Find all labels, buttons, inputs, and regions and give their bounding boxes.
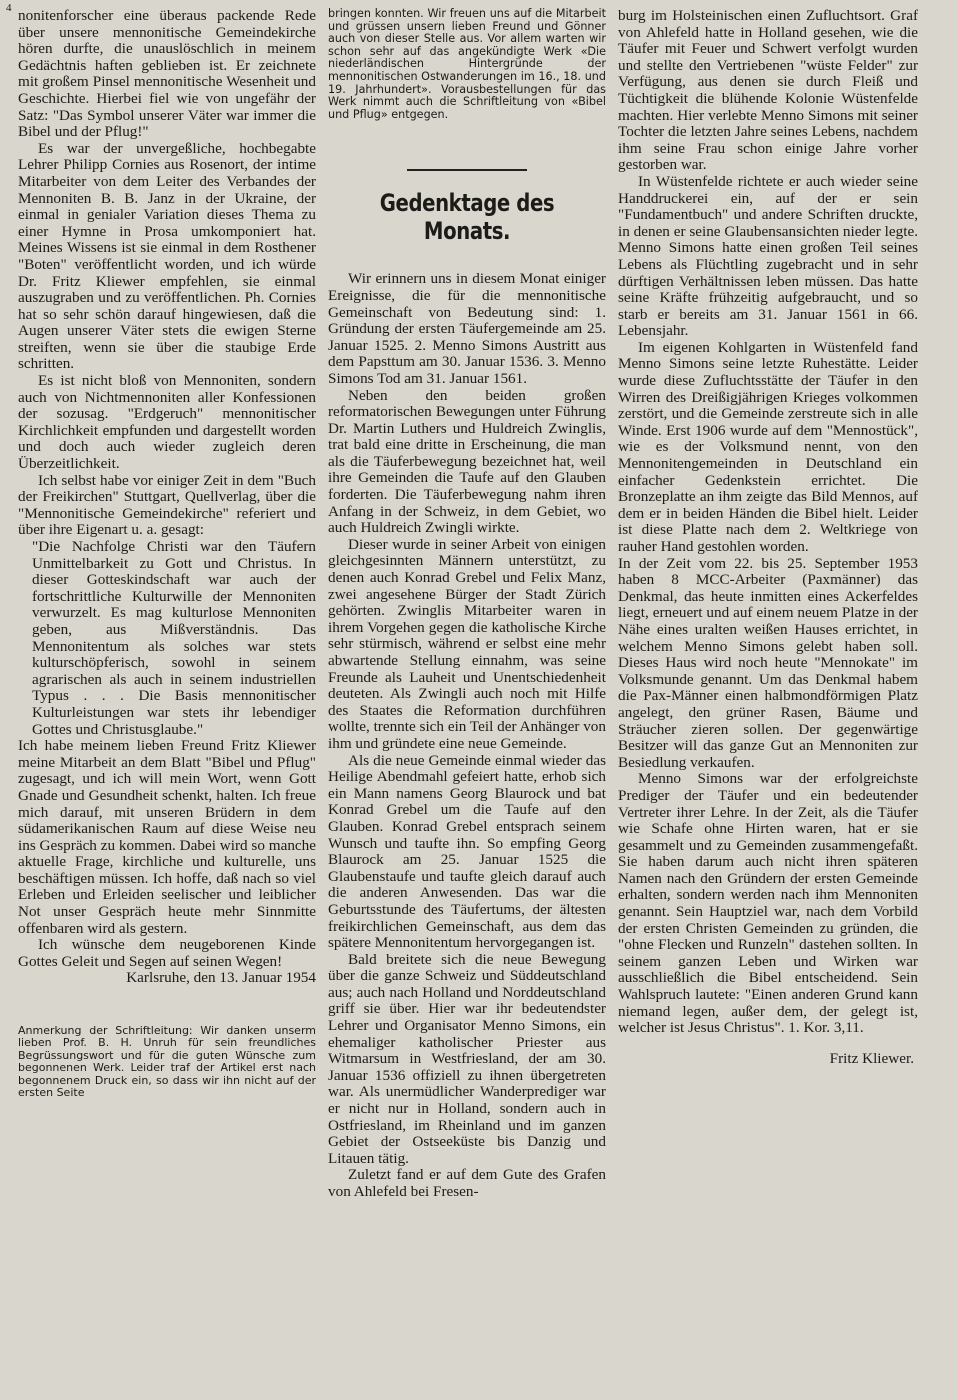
paragraph: Zuletzt fand er auf dem Gute des Grafen von Ahlefeld bei Fresen- [328,1166,606,1200]
editor-note: Anmerkung der Schriftleitung: Wir danken unserm lieben Prof. B. H. Unruh für sein freundliches Begrüssungswort und für die guten Wünsche zum begonnenen Werk. Leider traf der Artikel erst nach begonnenem Druck ein, so dass wir ihn nicht auf der ersten Seite [18,1024,316,1100]
author-signature: Fritz Kliewer. [829,1049,914,1067]
editor-note-continuation-block [328,8,606,121]
paragraph: Bald breitete sich die neue Bewegung über die ganze Schweiz und Süddeutschland aus; auch nach Holland und Norddeutschland griff sie über. Hier war ihr bedeutendster Lehrer und Organisator Menno Simons, ein ehemaliger katholischer Priester aus Witmarsum in Westfriesland, der am 30. Januar 1536 offiziell zu ihnen übergetreten war. Als unermüdlicher Wanderprediger war er nicht nur in Holland, sondern auch in Ostfriesland, im Rheinland und im ganzen Gebiet der Ostseeküste bis Danzig und Litauen tätig. [328,950,606,1167]
paragraph: Es ist nicht bloß von Mennoniten, sondern auch von Nichtmennoniten aller Konfessionen der sozusag. "Erdgeruch" mennonitischer Kirchlichkeit empfunden und dargestellt worden und doch auch wieder zugleich deren Überzeitlichkeit. [18,372,316,473]
section-heading: Gedenktage des Monats. [379,189,555,246]
paragraph: Neben den beiden großen reformatorischen Bewegungen unter Führung Dr. Martin Luthers und Huldreich Zwinglis, trat bald eine dritte in Erscheinung, die man als die Täuferbewegung bezeichnet hat, weil ihre Gemeinden die Taufe auf den Glauben forderten. Die Täuferbewegung nahm ihren Anfang in der Schweiz, in dem Gebiet, wo auch Huldreich Zwingli wirkte. [328,386,606,537]
paragraph: Als die neue Gemeinde einmal wieder das Heilige Abendmahl gefeiert hatte, erhob sich ein Mann namens Georg Blaurock und bat Konrad Grebel um die Taufe auf den Glauben. Konrad Grebel entsprach seinem Wunsch und taufte ihn. So empfing Georg Blaurock am 25. Januar 1525 die Glaubenstaufe und taufte gleich darauf auch die anderen Anwesenden. Das war die Geburtsstunde des Täufertums, der ältesten freikirchlichen Gemeinschaft, aus dem das spätere Mennonitentum hervorgegangen ist. [328,751,606,952]
dateline: Karlsruhe, den 13. Januar 1954 [126,969,316,987]
column-3 [618,8,918,1400]
column-2 [328,8,606,1400]
paragraph-wish: Ich wünsche dem neugeborenen Kinde Gottes Geleit und Segen auf seinen Wegen! [18,936,316,970]
paragraph: Ich selbst habe vor einiger Zeit in dem "Buch der Freikirchen" Stuttgart, Quellverlag, über die "Mennonitische Gemeindekirche" referiert und über ihre Eigenart u. a. gesagt: [18,471,316,539]
editor-note-continuation: bringen konnten. Wir freuen uns auf die Mitarbeit und grüssen unsern lieben Freund und Gönner auch von dieser Stelle aus. Vor allem warten wir schon sehr auf das angekündigte Werk «Die niederländischen Hintergründe der mennonitischen Ostwanderungen im 16., 18. und 19. Jahrhundert». Vorausbestellungen für das Werk nimmt auch die Schriftleitung von «Bibel und Pflug» entgegen. [328,8,606,121]
paragraph: Dieser wurde in seiner Arbeit von einigen gleichgesinnten Männern unterstützt, zu denen auch Konrad Grebel und Felix Manz, zwei angesehene Bürger der Stadt Zürich gehörten. Zwinglis Mitarbeiter waren in ihrem Vorgehen gegen die katholische Kirche sehr stürmisch, während er selbst eine mehr abwartende Stellung einnahm, was seine Freunde als Lauheit und Unentschiedenheit deuteten. Als Zwingli auch noch mit Hilfe des Staates die Reformation durchführen wollte, trennte sich ein Teil der Anhänger von ihm und gründete eine neue Gemeinde. [328,535,606,752]
paragraph: burg im Holsteinischen einen Zufluchtsort. Graf von Ahlefeld hatte in Holland gesehen, wie die Täufer mit Feuer und Schwert verfolgt wurden und stellte den Vertriebenen "wüste Felder" zur Verfügung, aus denen sie durch Fleiß und Tüchtigkeit die blühende Kolonie Wüstenfelde machten. Hier verlebte Menno Simons mit seiner Tochter die letzten Jahre seines Lebens, nachdem ihm seine Frau schon einige Jahre vorher gestorben war. [618,8,918,174]
paragraph: Im eigenen Kohlgarten in Wüstenfeld fand Menno Simons seine letzte Ruhestätte. Leider wurde diese Zufluchtsstätte der Täufer in den Wirren des Dreißigjährigen Krieges volkommen zerstört, und die Gemeinde zerstreute sich in alle Winde. Erst 1906 wurde auf dem "Mennostück", wie es der Volksmund nennt, von den Mennonitengemeinden in Deutschland ein einfacher Gedenkstein errichtet. Die Bronzeplatte an ihm zeigte das Bild Mennos, auf dem er in beiden Händen die Bibel hielt. Leider ist diese Platte nach dem 2. Weltkriege von rauher Hand gestohlen worden. [618,338,918,555]
column-1 [18,8,316,1400]
paragraph: Es war der unvergeßliche, hochbegabte Lehrer Philipp Cornies aus Rosenort, der intime Mitarbeiter von dem Leiter des Verbandes der Mennoniten B. B. Janz in der Ukraine, der einmal in genialer Variation dieses Thema zu einer Hymne in Prosa umkomponiert hat. Meines Wissens ist sie einmal in dem Rosthener "Boten" veröffentlicht worden, und ich würde Dr. Fritz Kliewer empfehlen, sie einmal auszugraben und zu veröffentlichen. Ph. Cornies hat so sehr schön darauf hingewiesen, daß die Augen unserer Väter stets die ewigen Sterne streiften, wenn sie über die staubige Erde schritten. [18,139,316,373]
paragraph: In Wüstenfelde richtete er auch wieder seine Handdruckerei ein, auf der er sein "Fundamentbuch" und andere Schriften druckte, in denen er seine Glaubensansichten nieder legte. Menno Simons hatte einen großen Teil seines Lebens als Flüchtling zugebracht und in sehr dürftigen Verhältnissen leben müssen. Das hatte seine Kräfte frühzeitig aufgebraucht, und so starb er bereits am 31. Januar 1561 in 66. Lebensjahr. [618,172,918,340]
paragraph: Wir erinnern uns in diesem Monat einiger Ereignisse, die für die mennonitische Gemeinschaft von Bedeutung sind: 1. Gründung der ersten Täufergemeinde am 25. Januar 1525. 2. Menno Simons Austritt aus dem Papsttum am 30. Januar 1536. 3. Menno Simons Tod am 31. Januar 1561. [328,270,606,387]
paragraph: nonitenforscher eine überaus packende Rede über unsere mennonitische Gemeindekirche hören durfte, die unauslöschlich in meinem Gedächtnis haften geblieben ist. Er zeichnete mit großem Pinsel mennonitische Wesenheit und Geschichte. Hierbei fiel wie von ungefähr der Satz: "Das Symbol unserer Väter war immer die Bibel und der Pflug!" [18,8,316,141]
paragraph: In der Zeit vom 22. bis 25. September 1953 haben 8 MCC-Arbeiter (Paxmänner) das Denkmal, das heute inmitten eines Ackerfeldes liegt, erneuert und auf einem neuem Platze in der Nähe eines uralten weißen Hauses errichtet, in welchem Menno Simons gelebt haben soll. Dieses Haus wird noch heute "Mennokate" im Volksmunde genannt. Um das Denkmal habem die Pax-Männer einen halbmondförmigen Platz angelegt, den grüner Rasen, Bäume und Sträucher zieren sollen. Der gegenwärtige Besitzer will das ganze Gut an Mennoniten zur Besiedlung verkaufen. [618,554,918,771]
section-divider [407,169,527,171]
paragraph: Ich habe meinem lieben Freund Fritz Kliewer meine Mitarbeit an dem Blatt "Bibel und Pflug" zugesagt, und ich will mein Wort, wenn Gott Gnade und Gesundheit schenkt, halten. Ich freue mich darauf, mit unseren Brüdern in dem südamerikanischen Raum auf diese Weise neu ins Gespräch zu kommen. Dabei wird so manche aktuelle Frage, kirchliche und kulturelle, uns beschäftigen müssen. Ich hoffe, daß nach so viel Erleben und Erleiden seelischer und leiblicher Not unser Gespräch heute mehr Sinnmitte offenbaren wird als gestern. [18,737,316,937]
article-columns [18,8,942,1400]
page-number: 4 [6,2,12,14]
block-quote: "Die Nachfolge Christi war den Täufern Unmittelbarkeit zu Gott und Christus. In dieser Gotteskindschaft war auch der fortschrittliche Kulturwille der Mennoniten verwurzelt. Es mag kulturlose Mennoniten geben, aus Mißverständnis. Das Mennonitentum als solches war stets kulturschöpferisch, sowohl in seinem agrarischen als auch in seinem industriellen Typus . . . Die Basis mennonitischer Kulturleistungen war stets ihr lebendiger Gottes und Christusglaube." [32,538,316,738]
paragraph: Menno Simons war der erfolgreichste Prediger der Täufer und ein bedeutender Vertreter ihrer Lehre. In der Zeit, als die Täufer wie Schafe ohne Hirten waren, hat er sie gesammelt und zu Gemeinden zusammengefaßt. Sie haben darum auch nicht ihren späteren Namen nach den Gründern der ersten Gemeinde erhalten, sondern werden nach ihm Mennoniten genannt. Sein Hauptziel war, nach dem Vorbild der ersten Christen Gemeinden zu gründen, die "ohne Flecken und Runzeln" dastehen sollten. In seinem ganzen Leben und Wirken war ausschließlich die Bibel entscheidend. Sein Wahlspruch lautete: "Einen anderen Grund kann niemand legen, außer dem, der gelegt ist, welcher ist Jesus Christus". 1. Kor. 3,11. [618,770,918,1037]
